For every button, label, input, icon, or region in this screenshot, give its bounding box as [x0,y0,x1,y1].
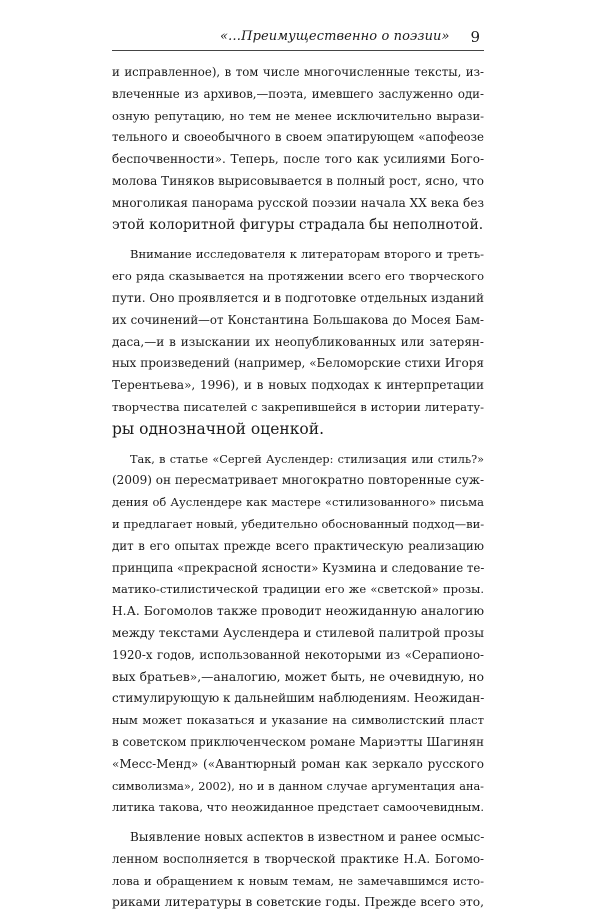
text-line: Так, в статье «Сергей Ауслендер: стилизация или стиль?» [130,452,484,466]
text-line: лова и обращением к новым темам, не замечавшимся исто- [112,873,484,888]
text-line: даса,—и в изыскании их неопубликованных или затерян- [112,334,484,349]
text-line: дения об Ауслендере как мастере «стилизованного» письма [112,495,484,510]
text-line: озную репутацию, но тем не менее исключительно вырази- [112,108,484,123]
text-line: принципа «прекрасной ясности» Кузмина и следование те- [112,560,485,575]
text-line: этой колоритной фигуры страдала бы неполнотой. [112,216,484,233]
text-line: литика такова, что неожиданное предстает самоочевидным. [112,800,485,815]
text-line: молова Тиняков вырисовывается в полный рост, ясно, что [112,173,484,188]
running-head [112,28,484,52]
text-line: его ряда сказывается на протяжении всего его творческого [112,269,484,284]
text-line: символизма», 2002), но и в данном случае аргументация ана- [112,779,484,793]
text-line: (2009) он пересматривает многократно повторенные суж- [112,473,484,488]
text-line: творчества писателей с закрепившейся в истории литерату- [112,399,484,414]
header-rule [112,50,484,51]
paragraph-2 [112,244,484,440]
running-head-title: «…Преимущественно о поэзии» [220,29,450,44]
text-line: ры однозначной оценкой. [112,419,324,438]
text-line: матико-стилистической традиции его же «светской» прозы. [112,582,484,597]
page-number: 9 [470,28,480,46]
text-line: 1920-х годов, использованной некоторыми из «Серапионо- [112,647,484,662]
text-line: в советском приключенческом романе Мариэтты Шагинян [112,734,484,749]
text-line: ных произведений (например, «Беломорские стихи Игоря [112,356,484,371]
text-line: ленном восполняется в творческой практике Н.А. Богомо- [112,851,484,866]
text-line: и исправленное), в том числе многочисленные тексты, из- [112,65,484,79]
text-line: Н.А. Богомолов также проводит неожиданную аналогию [112,604,484,619]
text-line: Выявление новых аспектов в известном и ранее осмыс- [130,830,485,845]
text-line: пути. Оно проявляется и в подготовке отдельных изданий [112,290,484,305]
text-line: «Месс-Менд» («Авантюрный роман как зеркало русского [112,756,484,771]
paragraph-3 [112,449,484,820]
text-line: многоликая панорама русской поэзии начала XX века без [112,195,484,210]
text-line: Терентьева», 1996), и в новых подходах к интерпретации [112,378,484,393]
paragraph-1 [112,62,484,236]
text-line: дит в его опытах прежде всего практическую реализацию [112,538,484,553]
text-line: тельного и своеобычного в своем эпатирующем «апофеозе [112,130,484,145]
paragraph-4 [112,827,484,914]
text-line: Внимание исследователя к литераторам второго и треть- [130,247,484,262]
text-line: и предлагает новый, убедительно обоснованный подход—ви- [112,516,485,531]
text-line: их сочинений—от Константина Большакова до Мосея Бам- [112,312,484,327]
text-line: между текстами Ауслендера и стилевой палитрой прозы [112,625,484,640]
text-line: риками литературы в советские годы. Прежде всего это, [112,895,484,910]
text-line: влеченные из архивов,—поэта, имевшего заслуженно оди- [112,86,484,101]
text-line: стимулирующую к дальнейшим наблюдениям. Неожидан- [112,691,485,706]
text-line: вых братьев»,—аналогию, может быть, не очевидную, но [112,669,484,684]
text-line: беспочвенности». Теперь, после того как усилиями Бого- [112,152,484,167]
text-line: ным может показаться и указание на символистский пласт [112,713,484,728]
body-text [112,62,484,914]
